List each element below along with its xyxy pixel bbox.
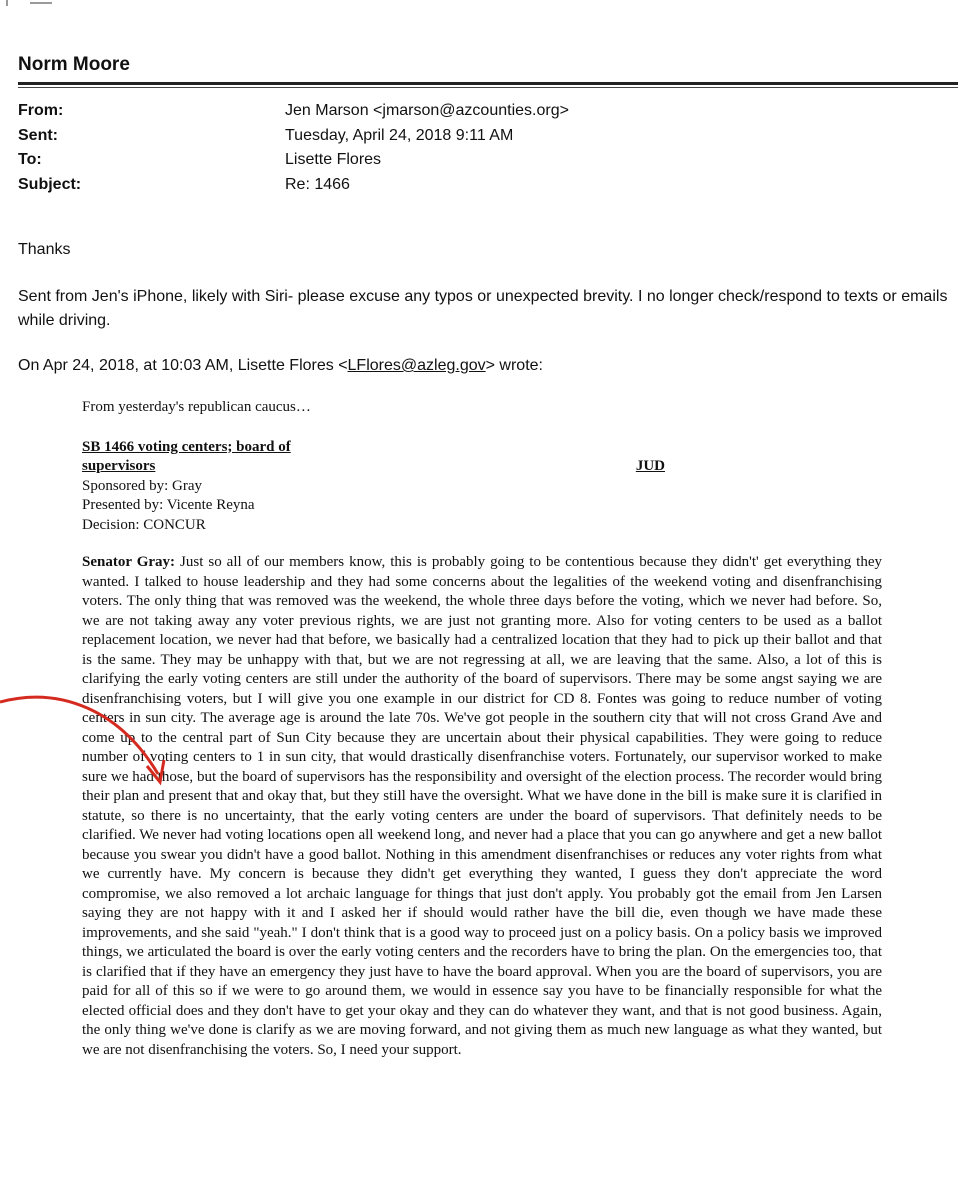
presented-by: Presented by: Vicente Reyna (82, 497, 255, 513)
from-value: Jen Marson <jmarson@azcounties.org> (285, 102, 569, 119)
header-divider (18, 82, 958, 85)
bill-title-line2 (82, 457, 665, 477)
mailbox-owner-name: Norm Moore (18, 54, 130, 75)
from-row (18, 102, 569, 127)
quote-attribution (18, 354, 948, 378)
sent-value: Tuesday, April 24, 2018 9:11 AM (285, 126, 514, 144)
reply-text: Thanks (18, 241, 71, 258)
subject-label: Subject: (18, 175, 82, 193)
sponsored-by: Sponsored by: Gray (82, 477, 202, 494)
subject-row (18, 176, 569, 201)
bill-title-cont (82, 457, 636, 477)
scan-artifact (0, 0, 60, 14)
to-row (18, 151, 569, 176)
sent-label: Sent: (18, 126, 58, 144)
quote-attribution-prefix: On Apr 24, 2018, at 10:03 AM, Lisette Flores < (18, 357, 348, 374)
from-label: From: (18, 102, 64, 119)
mobile-signature: Sent from Jen's iPhone, likely with Siri- please excuse any typos or unexpected brevity. I no longer check/respond to texts or emails while driving. (18, 288, 948, 329)
senator-statement (82, 553, 882, 1060)
bill-title: SB 1466 voting centers; board of (82, 438, 291, 455)
sender-email-link[interactable]: LFlores@azleg.gov (347, 357, 486, 374)
arrow-curve (0, 697, 158, 774)
quoted-message (82, 398, 882, 1075)
speaker-name: Senator Gray: (82, 554, 176, 570)
bill-title-cont-text: supervisors (82, 458, 156, 474)
email-headers (18, 102, 569, 200)
red-arrow-annotation (0, 690, 180, 810)
bill-committee: JUD (635, 458, 665, 474)
to-value: Lisette Flores (285, 151, 382, 168)
subject-value: Re: 1466 (285, 175, 350, 193)
statement-text: Just so all of our members know, this is probably going to be contentious because they didn't' get everything they wanted. I talked to house leadership and they had some concerns about the legalities of the weekend voting and disenfranchising voters. The only thing that was removed was the weekend, the whole three days before the voting, which we never had before. So, we are not taking away any voter previous rights, we are just not granting more. Also for voting centers to be used as a ballot replacement location, we never had that before, we basically had a centralized location that they had to pick up their ballot and that is the same. They may be unhappy with that, but we are not regressing at all, we are leaving that the same. Also, a lot of this is clarifying the early voting centers are still under the authority of the board of supervisors. There may be some angst saying we are disenfranchising voters, but I will give you one example in our district for CD 8. Fontes was going to reduce number of voting centers in sun city. The average age is around the late 70s. We've got people in the southern city that will not cross Grand Ave and come up to the central part of Sun City because they are uncertain about their physical capabilities. They were going to reduce number of voting centers to 1 in sun city, that would drastically disenfranchise voters. Fortunately, our supervisor worked to make sure we had those, but the board of supervisors has the responsibility and oversight of the election process. The recorder would bring their plan and present that and okay that, but they still have the oversight. What we have done in the bill is make sure it is clarified in statute, so there is no uncertainty, that the early voting centers are under the board of supervisors. That definitely needs to be clarified. We never had voting locations open all weekend long, and never had a place that you can go anywhere and get a new ballot because you swear you didn't have a good ballot. Nothing in this amendment disenfranchises or reduces any voter rights from what we currently have. My concern is because they didn't get everything they wanted, I guess they don't appreciate the word compromise, we also removed a lot archaic language for things that just don't apply. You probably got the email from Jen Larsen saying they are not happy with it and I asked her if should would rather have the bill die, even though we have made these improvements, and she said "yeah." I don't think that is a good way to proceed just on a policy basis. On a policy basis we improved things, we articulated the board is over the early voting centers and the recorders have to bring the plan. On the emergencies too, that is clarified that if they have an emergency they just have to have the board approval. When you are the board of supervisors, you are paid for all of this so if we were to go around them, we would in essence say you have to be financially responsible for what the elected official does and they don't have to get your okay and they can do whatever they want, and that is not good business. Again, the only thing we've done is clarify as we are moving forward, and not giving them as much new language as what they wanted, but we are not disenfranchising the voters. So, I need your support. (82, 554, 883, 1058)
quoted-intro: From yesterday's republican caucus… (82, 399, 311, 415)
quote-attribution-suffix: > wrote: (485, 357, 543, 374)
header-divider-thin (18, 87, 958, 88)
decision: Decision: CONCUR (82, 516, 206, 533)
sent-row (18, 127, 569, 152)
to-label: To: (18, 151, 42, 168)
bill-meta (82, 477, 882, 536)
